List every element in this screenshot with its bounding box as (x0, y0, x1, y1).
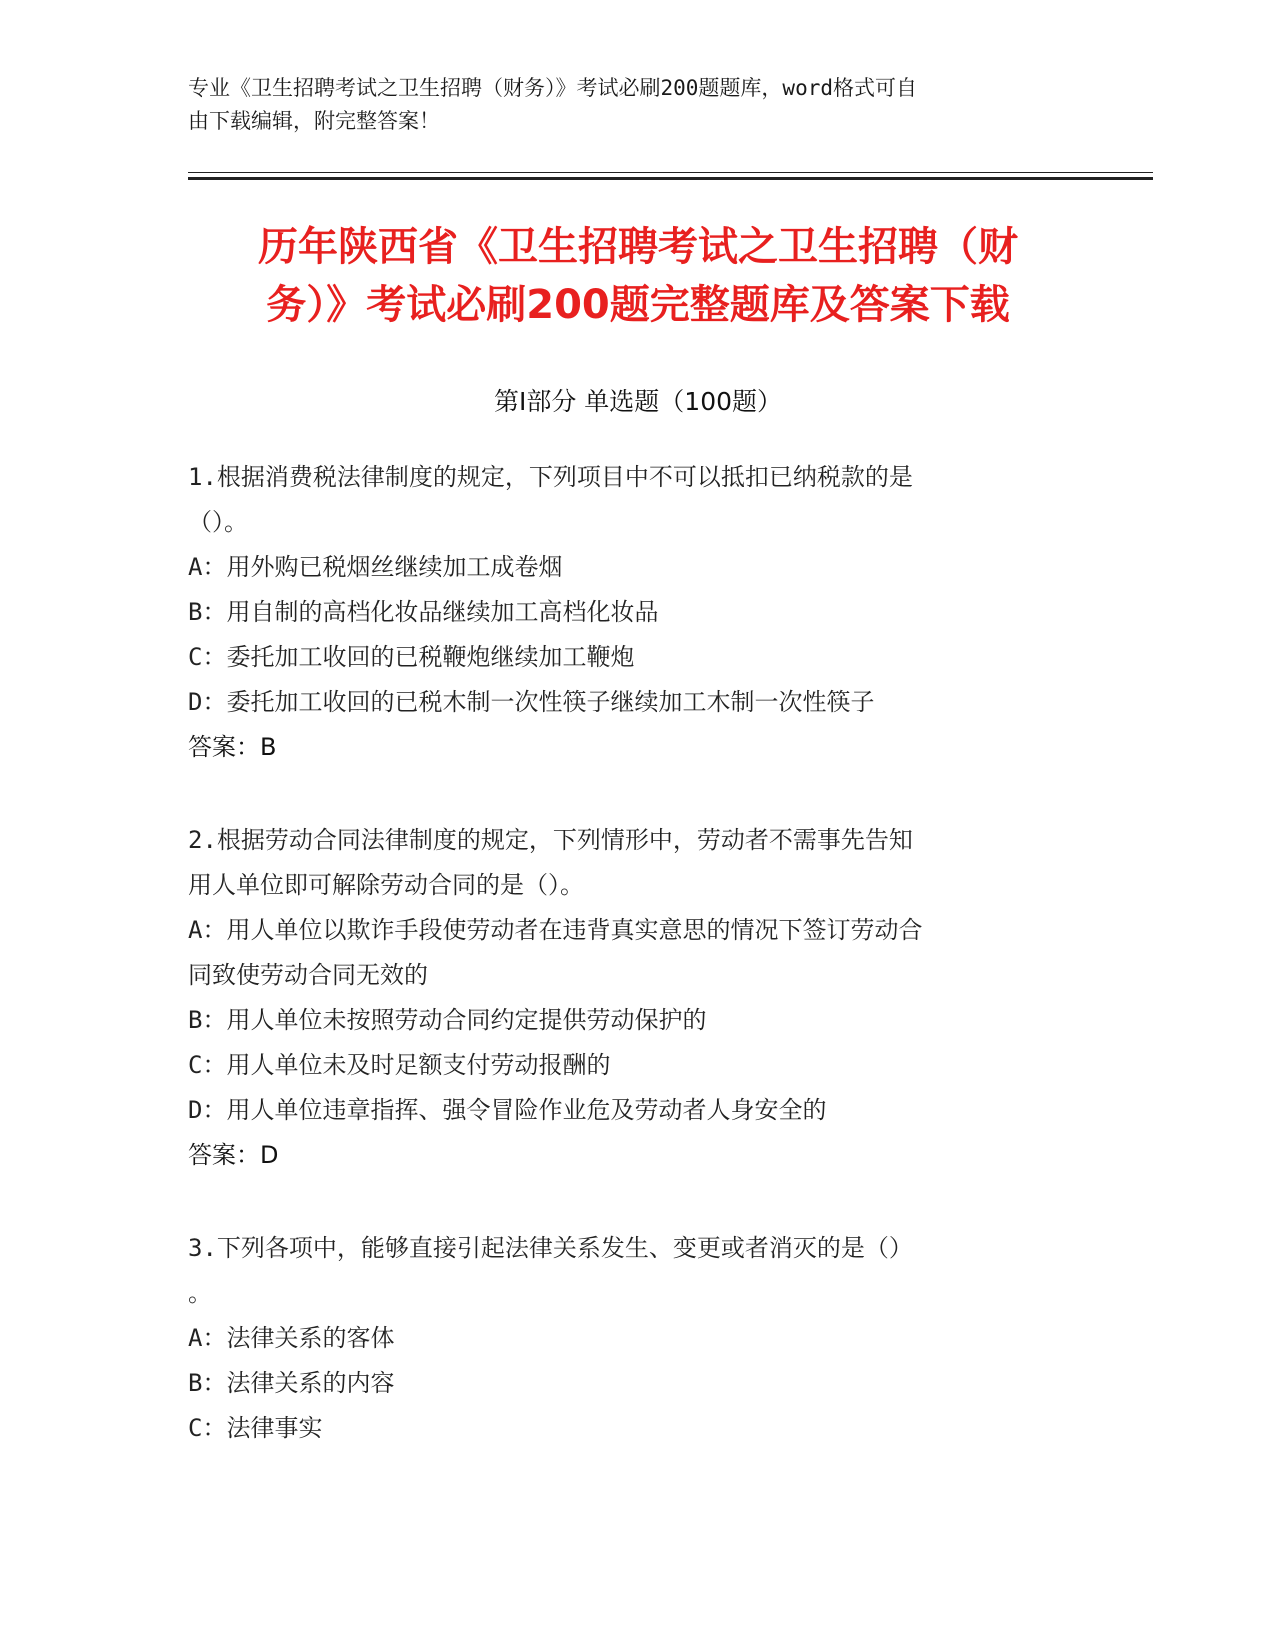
document-title (188, 218, 1088, 334)
question-stem: 用人单位即可解除劳动合同的是（）。 (188, 871, 584, 899)
option-a: A：用人单位以欺诈手段使劳动者在违背真实意思的情况下签订劳动合 (188, 916, 923, 944)
option-c: C：委托加工收回的已税鞭炮继续加工鞭炮 (188, 643, 635, 671)
header-rule-thick (188, 177, 1153, 180)
header-note (188, 72, 1068, 138)
answer-label: 答案：D (188, 1141, 279, 1169)
title-line: 务）》考试必刷200题完整题库及答案下载 (266, 282, 1010, 328)
option-d: D：委托加工收回的已税木制一次性筷子继续加工木制一次性筷子 (188, 688, 875, 716)
option-c: C：法律事实 (188, 1414, 323, 1442)
option-a: A：用外购已税烟丝继续加工成卷烟 (188, 553, 563, 581)
option-b: B：用人单位未按照劳动合同约定提供劳动保护的 (188, 1006, 707, 1034)
question-stem: 1.根据消费税法律制度的规定，下列项目中不可以抵扣已纳税款的是 (188, 463, 913, 491)
header-note-line: 专业《卫生招聘考试之卫生招聘（财务）》考试必刷200题题库，word格式可自 (188, 76, 917, 100)
answer-label: 答案：B (188, 733, 277, 761)
header-rule-thin (188, 172, 1153, 173)
option-b: B：法律关系的内容 (188, 1369, 395, 1397)
option-c: C：用人单位未及时足额支付劳动报酬的 (188, 1051, 611, 1079)
title-line: 历年陕西省《卫生招聘考试之卫生招聘（财 (258, 224, 1018, 270)
question-1 (188, 455, 1068, 770)
header-note-line: 由下载编辑，附完整答案！ (188, 109, 440, 133)
option-b: B：用自制的高档化妆品继续加工高档化妆品 (188, 598, 659, 626)
question-3 (188, 1226, 1068, 1451)
option-a-continued: 同致使劳动合同无效的 (188, 961, 428, 989)
option-a: A：法律关系的客体 (188, 1324, 395, 1352)
option-d: D：用人单位违章指挥、强令冒险作业危及劳动者人身安全的 (188, 1096, 827, 1124)
question-2 (188, 818, 1068, 1178)
question-stem: 2.根据劳动合同法律制度的规定，下列情形中，劳动者不需事先告知 (188, 826, 913, 854)
section-heading: 第Ⅰ部分 单选题（100题） (493, 387, 783, 416)
question-stem: 3.下列各项中，能够直接引起法律关系发生、变更或者消灭的是（） (188, 1234, 913, 1262)
question-stem: （）。 (188, 508, 248, 536)
question-stem: 。 (188, 1279, 212, 1307)
